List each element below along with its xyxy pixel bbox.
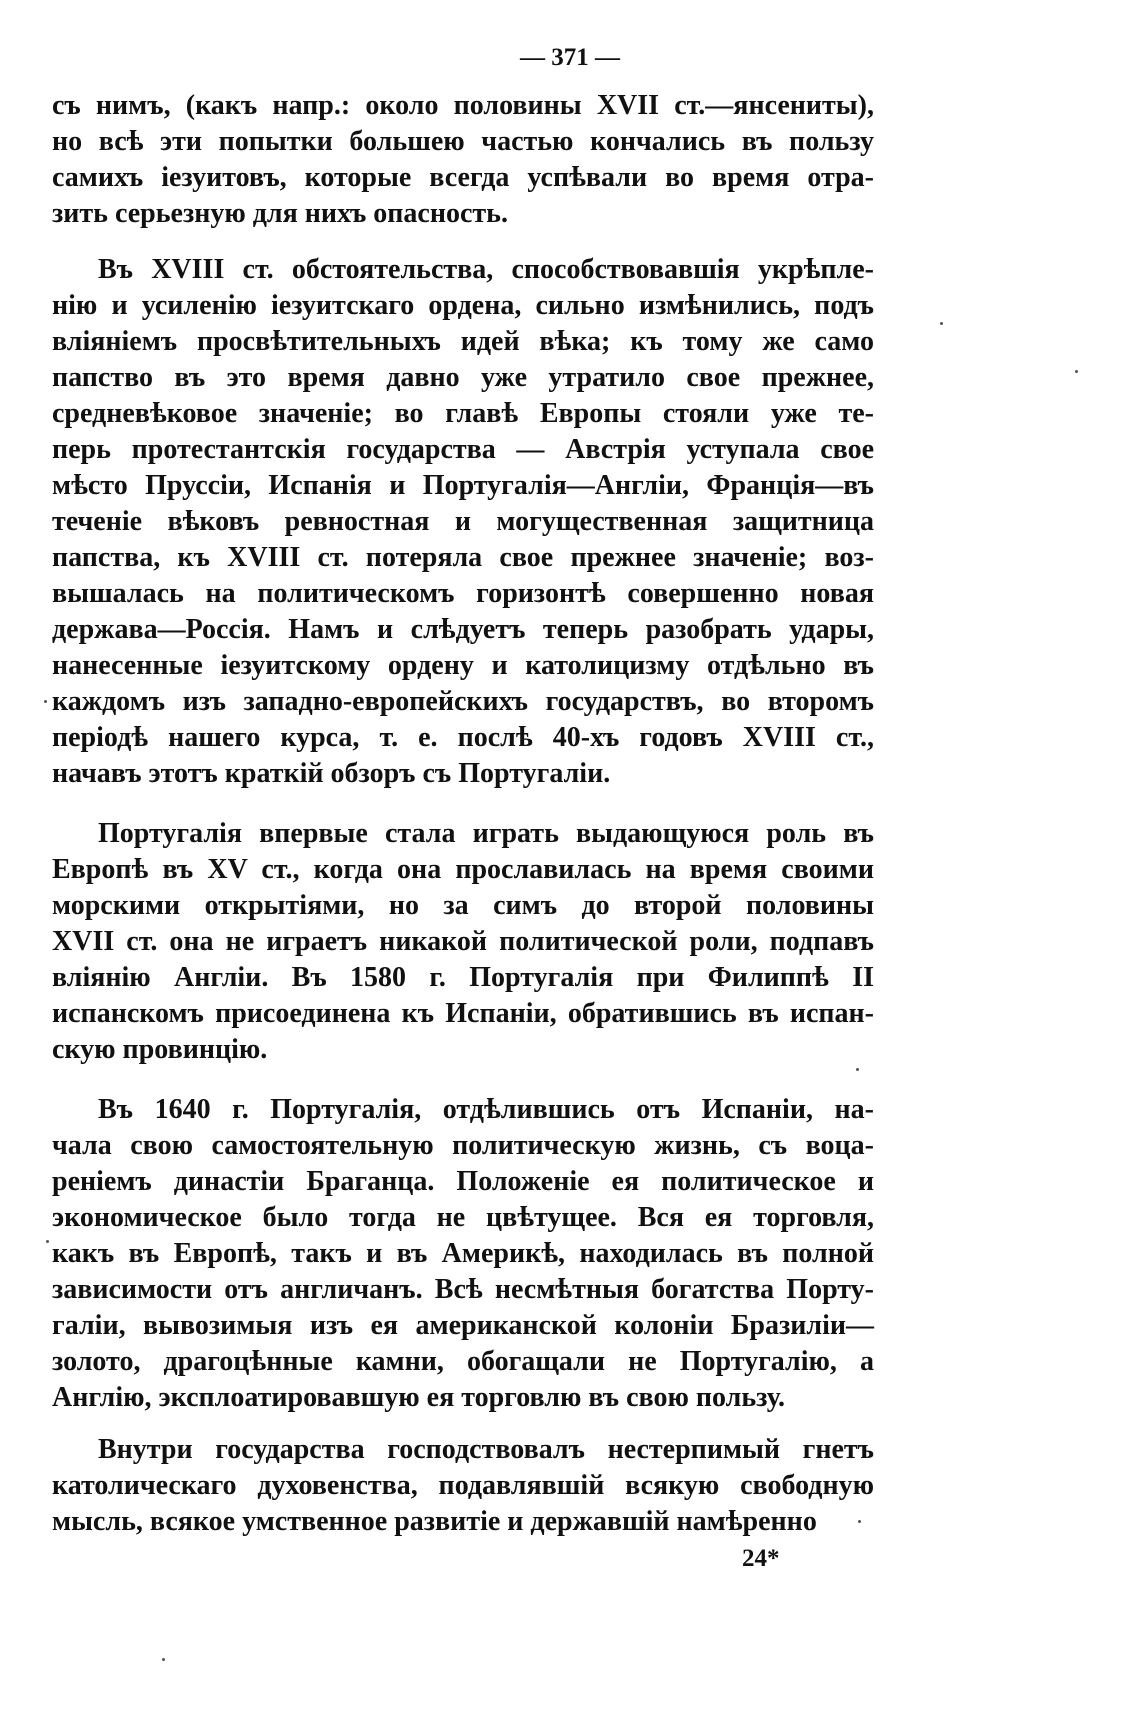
text-line: Англію, эксплоатировавшую ея торговлю въ свою пользу. (52, 1382, 786, 1413)
text-line: скую провинцію. (52, 1034, 268, 1065)
print-speck (856, 1068, 859, 1071)
text-line: экономическое было тогда не цвѣтущее. Вся ея торговля, (52, 1202, 874, 1233)
paragraph (52, 1092, 874, 1416)
text-line: средневѣковое значеніе; во главѣ Европы стояли уже те- (52, 398, 874, 429)
text-line: мысль, всякое умственное развитіе и державшій намѣренно (52, 1506, 817, 1537)
text-line: вліянію Англіи. Въ 1580 г. Португалія при Филиппѣ II (52, 962, 874, 993)
print-speck (162, 1658, 165, 1661)
paragraph (52, 1432, 874, 1540)
text-line: морскими открытіями, но за симъ до второй половины (52, 890, 874, 921)
print-speck (940, 322, 943, 325)
paragraph (52, 816, 874, 1068)
text-line: золото, драгоцѣнные камни, обогащали не Португалію, а (52, 1346, 874, 1377)
text-line: Португалія впервые стала играть выдающуюся роль въ (98, 818, 874, 849)
text-line: нанесенные іезуитскому ордену и католицизму отдѣльно въ (52, 650, 874, 681)
text-line: нію и усиленію іезуитскаго ордена, сильно измѣнились, подъ (52, 290, 874, 321)
print-speck (1075, 370, 1078, 373)
text-line: католическаго духовенства, подавлявшій всякую свободную (52, 1470, 874, 1501)
print-speck (44, 700, 47, 703)
paragraph (52, 252, 874, 792)
text-line: начавъ этотъ краткій обзоръ съ Португаліи. (52, 758, 611, 789)
text-line: папства, къ XVIII ст. потеряла свое прежнее значеніе; воз- (52, 542, 874, 573)
text-line: XVII ст. она не играетъ никакой политической роли, подпавъ (52, 926, 874, 957)
text-line: перь протестантскія государства — Австрія уступала свое (52, 434, 874, 465)
text-line: папство въ это время давно уже утратило свое прежнее, (52, 362, 874, 393)
text-line: Европѣ въ XV ст., когда она прославилась на время своими (52, 854, 874, 885)
text-line: но всѣ эти попытки большею частью кончались въ пользу (52, 126, 874, 157)
text-line: мѣсто Пруссіи, Испанія и Португалія—Англіи, Франція—въ (52, 470, 874, 501)
text-line: съ нимъ, (какъ напр.: около половины XVII ст.—янсениты), (52, 90, 874, 121)
text-line: вліяніемъ просвѣтительныхъ идей вѣка; къ тому же само (52, 326, 874, 357)
print-speck (858, 1520, 861, 1523)
text-line: зависимости отъ англичанъ. Всѣ несмѣтныя богатства Порту- (52, 1274, 874, 1305)
text-line: реніемъ династіи Браганца. Положеніе ея политическое и (52, 1166, 874, 1197)
text-line: чала свою самостоятельную политическую жизнь, съ воца- (52, 1130, 874, 1161)
text-line: зить серьезную для нихъ опасность. (52, 198, 508, 229)
text-line: вышалась на политическомъ горизонтѣ совершенно новая (52, 578, 874, 609)
print-speck (46, 1240, 49, 1243)
text-line: испанскомъ присоединена къ Испаніи, обратившись въ испан- (52, 998, 874, 1029)
paragraph (52, 88, 874, 232)
text-line: держава—Россія. Намъ и слѣдуетъ теперь разобрать удары, (52, 614, 874, 645)
text-line: теченіе вѣковъ ревностная и могущественная защитница (52, 506, 874, 537)
signature-mark: 24* (742, 1545, 780, 1572)
text-line: періодѣ нашего курса, т. е. послѣ 40-хъ годовъ XVIII ст., (52, 722, 874, 753)
text-line: Внутри государства господствовалъ нестерпимый гнетъ (98, 1434, 874, 1465)
text-line: самихъ іезуитовъ, которые всегда успѣвали во время отра- (52, 162, 874, 193)
text-line: Въ 1640 г. Португалія, отдѣлившись отъ Испаніи, на- (98, 1094, 874, 1125)
text-line: каждомъ изъ западно-европейскихъ государствъ, во второмъ (52, 686, 874, 717)
text-line: какъ въ Европѣ, такъ и въ Америкѣ, находилась въ полной (52, 1238, 874, 1269)
text-line: галіи, вывозимыя изъ ея американской колоніи Бразиліи— (52, 1310, 874, 1341)
page-number: — 371 — (520, 44, 620, 71)
text-line: Въ XVIII ст. обстоятельства, способствовавшія укрѣпле- (98, 254, 874, 285)
